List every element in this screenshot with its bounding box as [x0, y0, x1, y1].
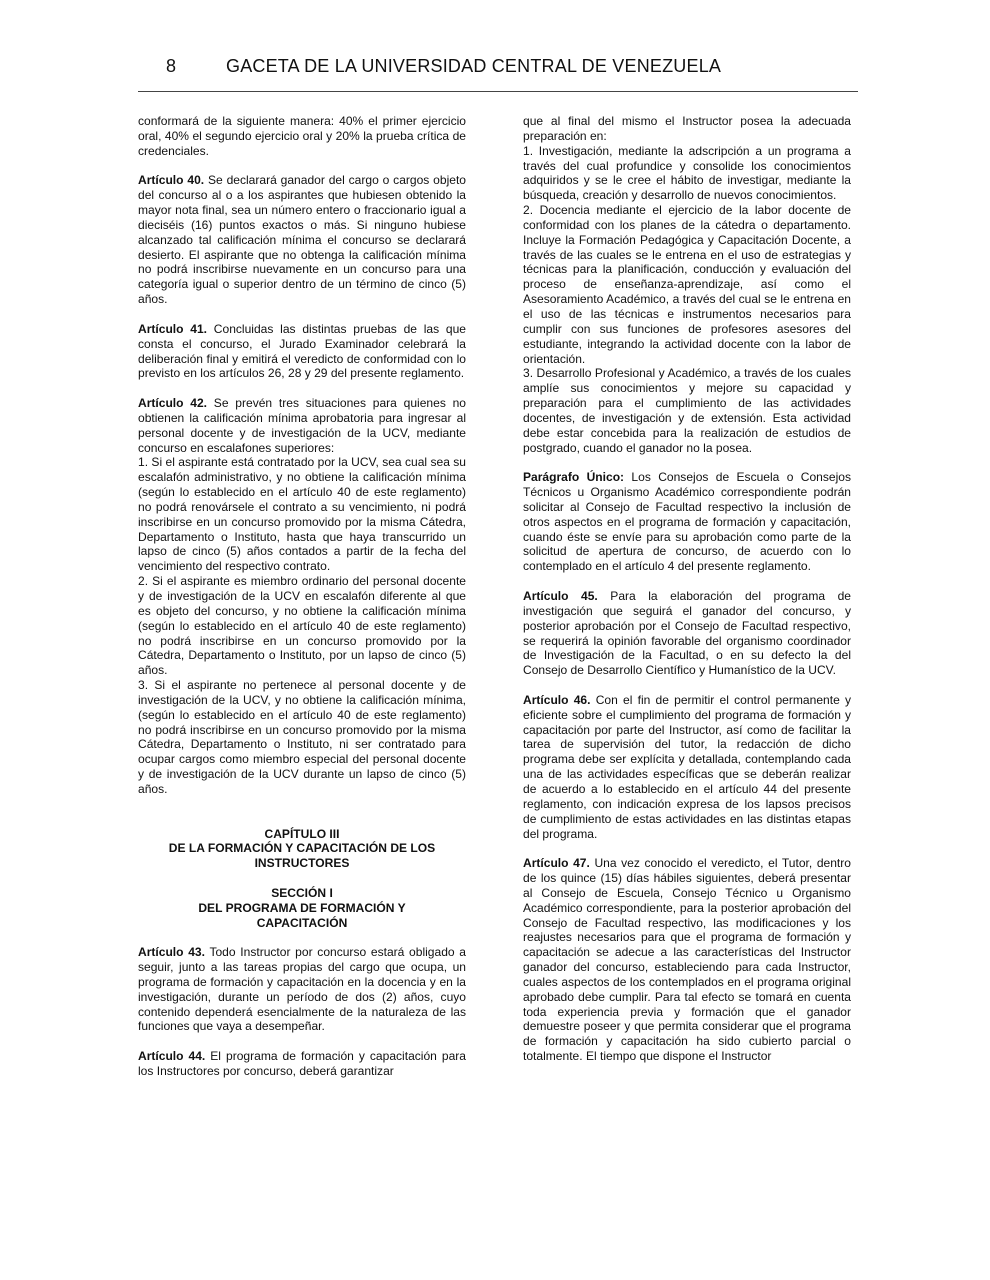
- article-42: [138, 396, 466, 455]
- page-number: 8: [166, 56, 177, 76]
- article-45: [523, 589, 851, 678]
- article-40-label: Artículo 40.: [138, 173, 205, 188]
- page-header: [166, 56, 866, 86]
- article-42-item-3: 3. Si el aspirante no pertenece al personal docente y de investigación de la UCV, y no obtiene la calificación mínima, (según lo establecido en el artículo 40 de este reglamento) no podrá inscribirse en un concurso promovido por la misma Cátedra, Departamento o Instituto, ni ser contratado para ocupar cargos como miembro especial del personal docente y de investigación de la UCV durante un lapso de cinco (5) años.: [138, 678, 466, 796]
- chapter-heading-line-2: DE LA FORMACIÓN Y CAPACITACIÓN DE LOS: [168, 841, 436, 856]
- article-42-item-2: 2. Si el aspirante es miembro ordinario del personal docente y de investigación de la UCV en escalafón diferente al que es objeto del concurso, y no obtiene la calificación mínima (según lo establecido en el artículo 40 de este reglamento) no podrá inscribirse en un concurso promovido por la Cátedra, Departamento o Instituto, por un lapso de cinco (5) años.: [138, 574, 466, 678]
- section-heading-line-2: DEL PROGRAMA DE FORMACIÓN Y: [198, 900, 406, 915]
- continuation-paragraph: que al final del mismo el Instructor posea la adecuada preparación en:: [523, 114, 851, 143]
- article-47-label: Artículo 47.: [523, 856, 590, 871]
- left-column: [138, 114, 466, 1079]
- paragrafo-unico: [523, 470, 851, 574]
- article-46-label: Artículo 46.: [523, 692, 591, 707]
- preparation-item-1: 1. Investigación, mediante la adscripción a un programa a través del cual profundice y consolide los conocimientos adquiridos y se le cree el hábito de investigar, mediante la búsqueda, creación y desarrollo de nuevos conocimientos.: [523, 143, 851, 203]
- article-45-label: Artículo 45.: [523, 589, 598, 603]
- header-rule: [138, 91, 858, 92]
- article-43-label: Artículo 43.: [138, 945, 205, 960]
- chapter-heading-line-1: CAPÍTULO III: [264, 826, 340, 841]
- article-42-item-1: 1. Si el aspirante está contratado por la UCV, sea cual sea su escalafón administrativo, y no obtiene la calificación mínima (según lo establecido en el artículo 40 de este reglamento) no podrá renovársele el contrato a su vencimiento, ni podrá inscribirse en un concurso promovido por la misma Cátedra, Departamento o Instituto, hasta que haya transcurrido un lapso de cinco (5) años contados a partir de la fecha del vencimiento del respectivo contrato.: [138, 455, 466, 574]
- article-42-text: Se prevén tres situaciones para quienes no obtienen la calificación mínima aprobatoria para ingresar al personal docente y de investigación de la UCV, mediante concurso en escalafones superiores:: [138, 396, 467, 455]
- article-41-label: Artículo 41.: [138, 321, 208, 336]
- right-column: [523, 114, 851, 1064]
- article-47-text: Una vez conocido el veredicto, el Tutor, dentro de los quince (15) días hábiles siguientes, deberá presentar al Consejo de Escuela, Consejo Técnico u Organismo Académico correspondiente, para la posterior aprobación del Consejo de Facultad respectivo, las modificaciones y los reajustes necesarios para que el programa de formación y capacitación se adecue a las características del Instructor ganador del concurso, estableciendo para cada Instructor, cuales aspectos de los contemplados en el programa original aprobado debe cumplir. Para tal efecto se tomará en cuenta toda experiencia previa y formación que el ganador demuestre poseer y que permita considerar que el programa de formación y capacitación ha sido cubierto parcial o totalmente. El tiempo que dispone el Instructor: [523, 856, 851, 1064]
- article-47: [523, 856, 851, 1064]
- section-heading-line-3: CAPACITACIÓN: [256, 915, 348, 930]
- preparation-item-2: 2. Docencia mediante el ejercicio de la labor docente de conformidad con los planes de la cátedra o departamento. Incluye la Formación Pedagógica y Capacitación Docente, a través de las cuales se le entrena en el uso de estrategias y técnicas para la planificación, conducción y evaluación del proceso de enseñanza-aprendizaje, así como el Asesoramiento Académico, a través del cual se le entrena en el uso de las técnicas e instrumentos necesarios para cumplir con sus funciones de profesores asesores del estudiante, integrando la actividad docente con la labor de orientación.: [523, 203, 851, 366]
- article-43-text: Todo Instructor por concurso estará obligado a seguir, junto a las tareas propias del cargo que ocupa, un programa de formación y capacitación en la docencia y en la investigación, durante un período de dos (2) años, cuyo contenido dependerá esencialmente de la naturaleza de las funciones que vaya a desempeñar.: [138, 945, 467, 1034]
- preparation-item-3: 3. Desarrollo Profesional y Académico, a través de los cuales amplíe sus conocimientos y mejore su capacidad y preparación para el cumplimiento de las actividades docentes, de investigación y de extensión. Esta actividad debe estar concebida para la realización de estudios de postgrado, cuando el ganador no la posea.: [523, 366, 851, 455]
- article-46-text: Con el fin de permitir el control permanente y eficiente sobre el cumplimiento del programa de formación y capacitación por parte del Instructor, así como de facilitar la tarea de supervisión del tutor, la redacción de dicho programa debe ser explícita y detallada, contemplando cada una de las actividades específicas que se deberán realizar de acuerdo a lo establecido en el artículo 44 del presente reglamento, con indicación expresa de los lapsos precisos de cumplimiento de estas actividades en las distintas etapas del programa.: [523, 692, 852, 841]
- article-45-text: Para la elaboración del programa de investigación que seguirá el ganador del concurso, y posterior aprobación por el Consejo de Facultad respectivo, se requerirá la opinión favorable del organismo coordinador de Investigación de la Facultad, o en su defecto la del Consejo de Desarrollo Científico y Humanístico de la UCV.: [523, 589, 851, 678]
- gazette-title: GACETA DE LA UNIVERSIDAD CENTRAL DE VENEZUELA: [226, 56, 722, 76]
- chapter-heading-line-3: INSTRUCTORES: [254, 856, 350, 871]
- article-46: [523, 693, 851, 841]
- article-41: [138, 322, 466, 381]
- article-44: [138, 1049, 466, 1079]
- article-43: [138, 945, 466, 1034]
- section-heading-line-1: SECCIÓN I: [271, 885, 333, 900]
- intro-paragraph: conformará de la siguiente manera: 40% el primer ejercicio oral, 40% el segundo ejercicio oral y 20% la prueba crítica de credenciales.: [138, 114, 466, 158]
- article-41-text: Concluidas las distintas pruebas de las que consta el concurso, el Jurado Examinador celebrará la deliberación final y emitirá el veredicto de conformidad con lo previsto en los artículos 26, 28 y 29 del presente reglamento.: [138, 321, 466, 381]
- article-40-text: Se declarará ganador del cargo o cargos objeto del concurso al o a los aspirantes que hubiesen obtenido la mayor nota final, sea un número entero o fraccionario igual a dieciséis (16) puntos exactos o más. Si ninguno hubiese alcanzado tal calificación mínima el concurso se declarará desierto. El aspirante que no obtenga la calificación mínima no podrá inscribirse nuevamente en un concurso para una categoría igual o superior dentro de un término de cinco (5) años.: [138, 173, 467, 307]
- article-44-text: El programa de formación y capacitación para los Instructores por concurso, deberá garantizar: [138, 1049, 466, 1078]
- paragrafo-unico-text: Los Consejos de Escuela o Consejos Técnicos u Organismo Académico correspondiente podrán solicitar al Consejo de Facultad respectivo la inclusión de otros aspectos en el programa de formación y capacitación, cuando éste se envíe para su aprobación como parte de la solicitud de apertura de concurso, de acuerdo con lo contemplado en el artículo 4 del presente reglamento.: [523, 470, 851, 574]
- article-40: [138, 173, 466, 307]
- article-44-label: Artículo 44.: [138, 1049, 206, 1064]
- paragrafo-unico-label: Parágrafo Único:: [523, 470, 625, 485]
- article-42-label: Artículo 42.: [138, 396, 208, 411]
